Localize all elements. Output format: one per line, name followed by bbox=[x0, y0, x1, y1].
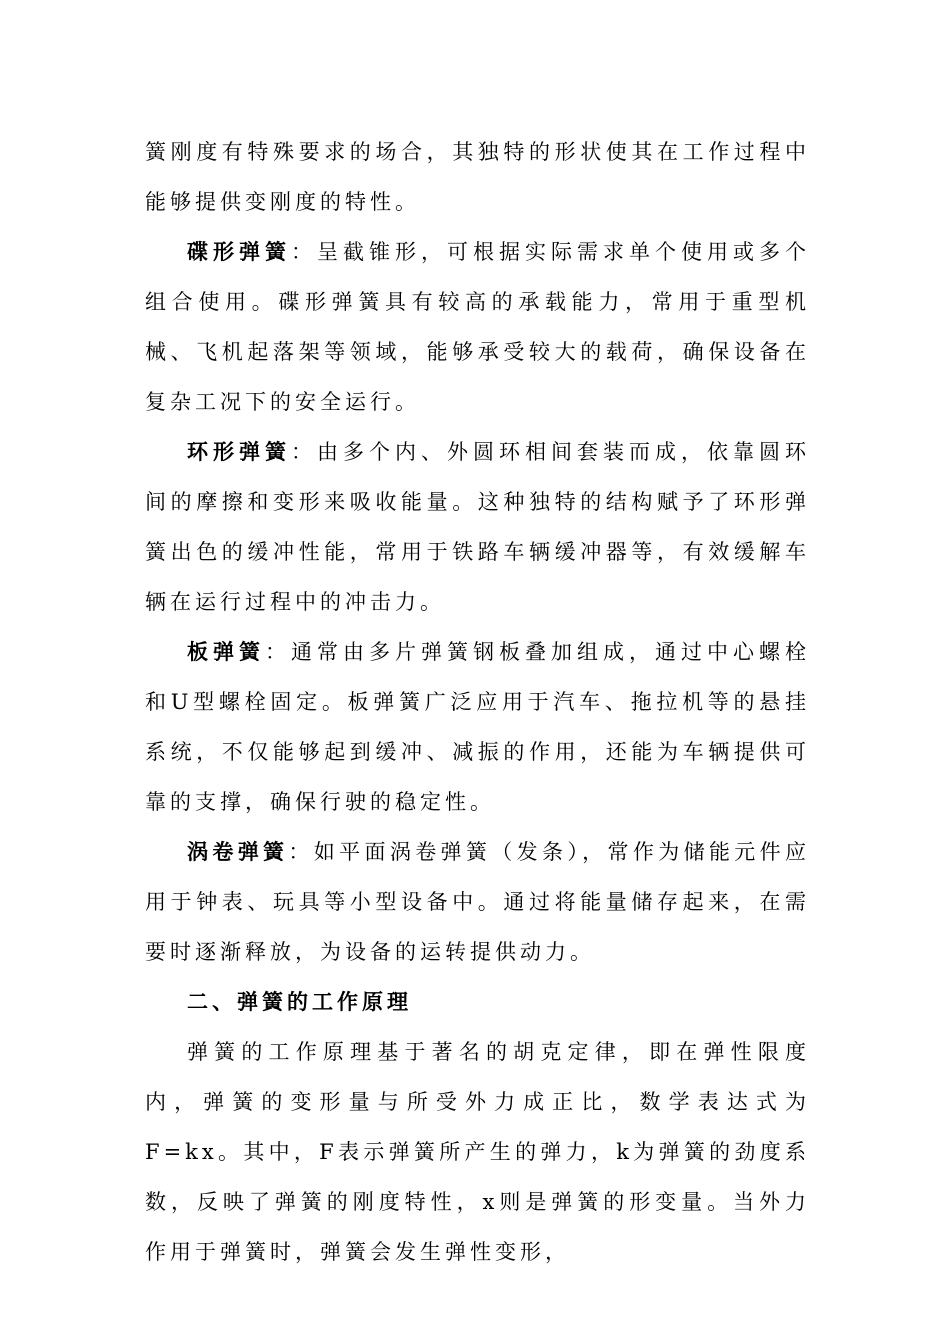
paragraph-continuation bbox=[145, 127, 810, 227]
paragraph-ring-spring bbox=[145, 427, 810, 627]
paragraph-leaf-spring bbox=[145, 627, 810, 827]
term-leaf-spring: 板弹簧 bbox=[187, 639, 265, 664]
paragraph-text: ：通常由多片弹簧钢板叠加组成，通过中心螺栓和U型螺栓固定。板弹簧广泛应用于汽车、拖拉机等的悬挂系统，不仅能够起到缓冲、减振的作用，还能为车辆提供可靠的支撑，确保行驶的稳定性。 bbox=[145, 640, 810, 814]
term-disc-spring: 碟形弹簧 bbox=[187, 239, 291, 264]
paragraph-working-principle bbox=[145, 1027, 810, 1277]
paragraph-text: 弹簧的工作原理基于著名的胡克定律，即在弹性限度内，弹簧的变形量与所受外力成正比，数学表达式为F=kx。其中，F表示弹簧所产生的弹力，k为弹簧的劲度系数，反映了弹簧的刚度特性，x则是弹簧的形变量。当外力作用于弹簧时，弹簧会发生弹性变形， bbox=[145, 1040, 810, 1264]
section-heading: 二、弹簧的工作原理 bbox=[187, 989, 412, 1014]
document-page bbox=[145, 127, 810, 1277]
term-ring-spring: 环形弹簧 bbox=[187, 439, 291, 464]
paragraph-text: ：如平面涡卷弹簧（发条），常作为储能元件应用于钟表、玩具等小型设备中。通过将能量储存起来，在需要时逐渐释放，为设备的运转提供动力。 bbox=[145, 840, 811, 964]
paragraph-spiral-spring bbox=[145, 827, 810, 977]
paragraph-text: 簧刚度有特殊要求的场合，其独特的形状使其在工作过程中能够提供变刚度的特性。 bbox=[145, 140, 810, 214]
paragraph-text: ：由多个内、外圆环相间套装而成，依靠圆环间的摩擦和变形来吸收能量。这种独特的结构赋予了环形弹簧出色的缓冲性能，常用于铁路车辆缓冲器等，有效缓解车辆在运行过程中的冲击力。 bbox=[145, 440, 810, 614]
paragraph-disc-spring bbox=[145, 227, 810, 427]
term-spiral-spring: 涡卷弹簧 bbox=[187, 839, 289, 864]
paragraph-text: ：呈截锥形，可根据实际需求单个使用或多个组合使用。碟形弹簧具有较高的承载能力，常用于重型机械、飞机起落架等领域，能够承受较大的载荷，确保设备在复杂工况下的安全运行。 bbox=[145, 240, 810, 414]
